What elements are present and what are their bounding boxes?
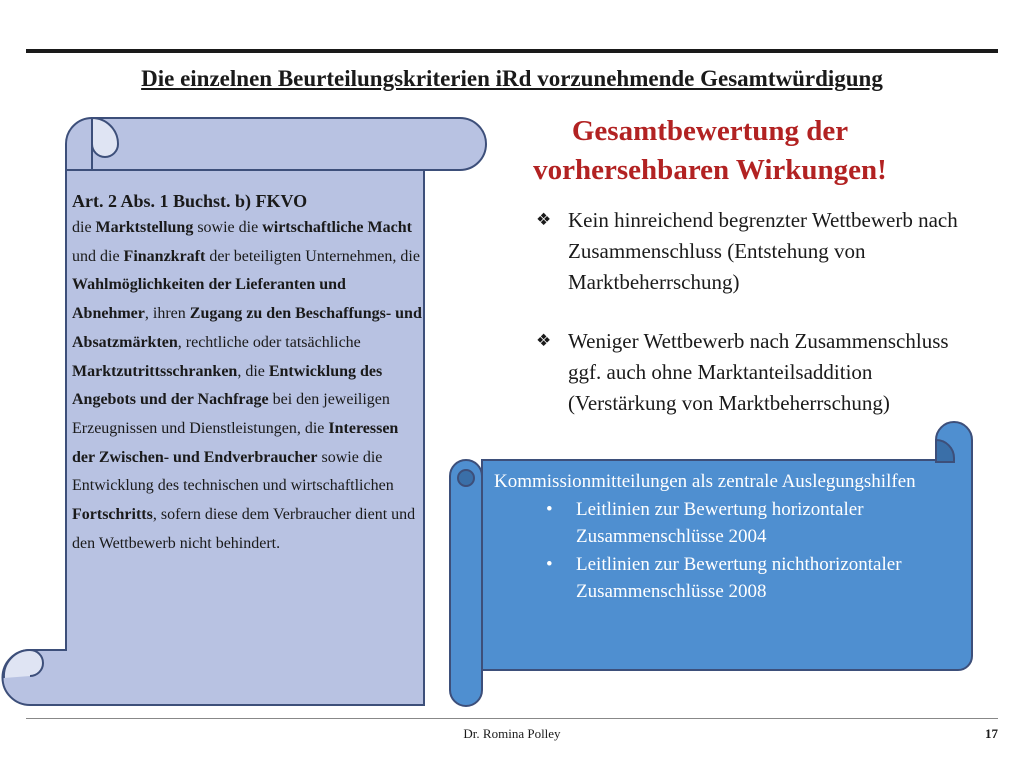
diamond-bullet-icon: ❖: [536, 210, 552, 230]
heading-line-1: Gesamtbewertung der: [571, 115, 849, 147]
criterion-term: Fortschritts: [72, 506, 153, 524]
criteria-text: sowie die Entwicklung des technischen und wirtschaftlichen: [72, 448, 394, 495]
list-item: [536, 326, 966, 419]
effects-list: [536, 205, 966, 447]
criteria-text: , rechtliche oder tatsächliche: [177, 333, 361, 351]
criteria-text: , sofern diese dem Verbraucher dient und den Wettbewerb nicht behindert.: [72, 506, 416, 552]
list-item: [494, 496, 944, 551]
guideline-text: Leitlinien zur Bewertung nichthorizontaler Zusammenschlüsse 2008: [576, 553, 902, 602]
legal-reference-heading: Art. 2 Abs. 1 Buchst. b) FKVO: [72, 191, 308, 211]
criteria-text: , ihren: [144, 305, 190, 323]
guidelines-list: [494, 496, 944, 606]
criterion-term: Marktstellung: [95, 219, 194, 236]
heading-line-2: vorhersehbaren Wirkungen!: [533, 154, 887, 186]
bullet-dot-icon: •: [546, 553, 553, 575]
criterion-term: Entwicklung des Angebots und der Nachfrage: [72, 362, 383, 409]
criteria-text: bei den jeweiligen Erzeugnissen und Dienstleistungen, die: [72, 391, 390, 437]
criterion-term: Marktzutrittsschranken: [72, 362, 238, 380]
guideline-text: Leitlinien zur Bewertung horizontaler Zusammenschlüsse 2004: [576, 498, 864, 547]
criteria-text: die: [72, 219, 96, 236]
criterion-term: Interessen der Zwischen- und Endverbraucher: [72, 419, 399, 466]
overall-assessment-heading: [480, 112, 940, 190]
criterion-term: Wahlmöglichkeiten der Lieferanten und Abnehmer: [72, 276, 346, 323]
bullet-dot-icon: •: [546, 498, 553, 520]
bottom-rule: [26, 718, 998, 719]
criteria-text: der beteiligten Unternehmen, die: [205, 247, 420, 265]
page-number: 17: [985, 726, 998, 741]
list-item: [494, 551, 944, 606]
bullet-text: Weniger Wettbewerb nach Zusammenschluss ggf. auch ohne Marktanteilsaddition (Verstärkung von Marktbeherrschung): [568, 329, 949, 415]
slide-title: Die einzelnen Beurteilungskriterien iRd vorzunehmende Gesamtwürdigung: [141, 66, 883, 91]
footer-author: Dr. Romina Polley: [463, 726, 561, 741]
guidelines-intro: Kommissionmitteilungen als zentrale Auslegungshilfen: [494, 471, 916, 492]
list-item: [536, 205, 966, 298]
criteria-paragraph: [72, 214, 424, 558]
left-scroll-text: [72, 188, 424, 558]
criterion-term: wirtschaftliche Macht: [262, 219, 412, 236]
criterion-term: Finanzkraft: [123, 247, 206, 265]
criteria-text: und die: [72, 247, 124, 265]
diamond-bullet-icon: ❖: [536, 331, 552, 351]
guidelines-box: [494, 468, 944, 606]
criteria-text: , die: [237, 362, 269, 380]
bullet-text: Kein hinreichend begrenzter Wettbewerb nach Zusammenschluss (Entstehung von Marktbeherrschung): [568, 208, 958, 294]
criteria-text: sowie die: [193, 219, 263, 236]
criterion-term: Zugang zu den Beschaffungs- und Absatzmärkten: [72, 305, 422, 351]
